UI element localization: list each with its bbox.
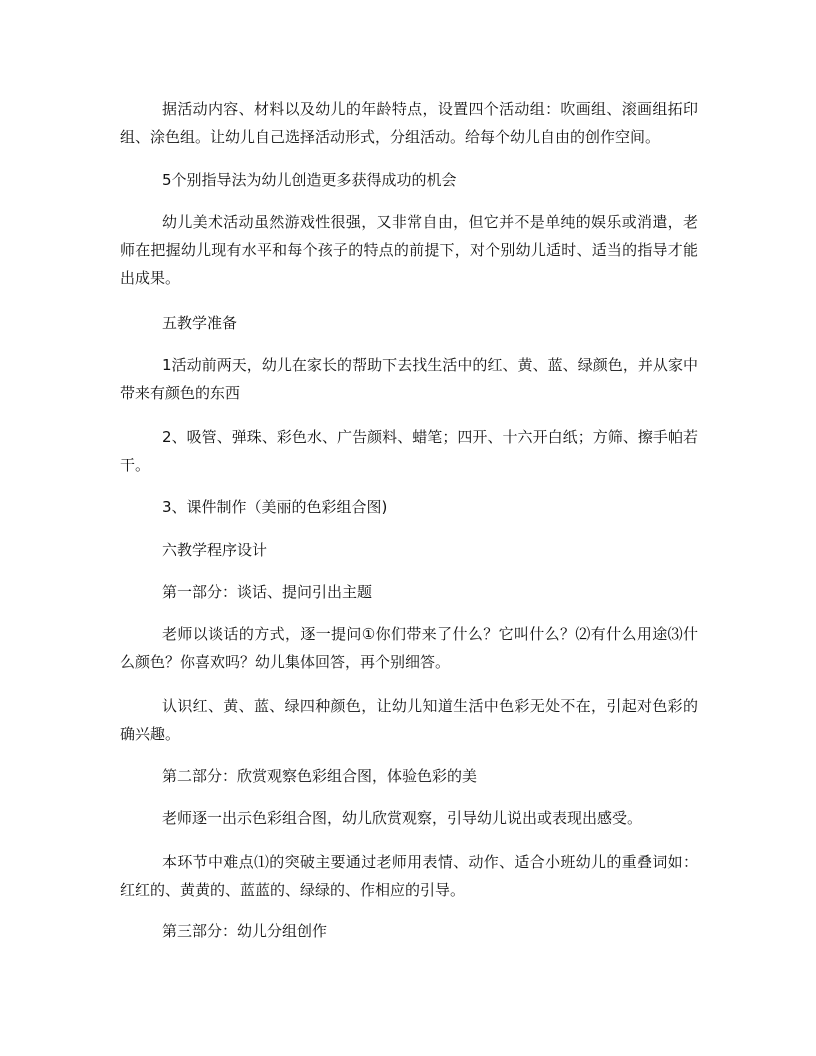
paragraph-teacher-questions: 老师以谈话的方式，逐一提问①你们带来了什么？它叫什么？⑵有什么用途⑶什么颜色？你喜欢吗？幼儿集体回答，再个别细答。 [120, 625, 698, 671]
paragraph-recognize-colors: 认识红、黄、蓝、绿四种颜色，让幼儿知道生活中色彩无处不在，引起对色彩的确兴趣。 [120, 697, 698, 743]
paragraph-preparation-item-3: 3、课件制作（美丽的色彩组合图) [162, 498, 388, 516]
paragraph-individual-guidance-heading: 5个别指导法为幼儿创造更多获得成功的机会 [162, 171, 457, 189]
paragraph-show-color-charts: 老师逐一出示色彩组合图，幼儿欣赏观察，引导幼儿说出或表现出感受。 [162, 809, 643, 827]
paragraph-art-activity-guidance: 幼儿美术活动虽然游戏性很强，又非常自由，但它并不是单纯的娱乐或消遣，老师在把握幼儿现有水平和每个孩子的特点的前提下，对个别幼儿适时、适当的指导才能出成果。 [120, 213, 698, 287]
part-heading-2: 第二部分：欣赏观察色彩组合图，体验色彩的美 [162, 767, 478, 785]
part-heading-3: 第三部分：幼儿分组创作 [162, 922, 328, 940]
paragraph-activity-groups: 据活动内容、材料以及幼儿的年龄特点，设置四个活动组：吹画组、滚画组拓印组、涂色组。让幼儿自己选择活动形式，分组活动。给每个幼儿自由的创作空间。 [120, 100, 698, 146]
paragraph-preparation-item-1: 1活动前两天，幼儿在家长的帮助下去找生活中的红、黄、蓝、绿颜色，并从家中带来有颜色的东西 [120, 356, 698, 402]
part-heading-1: 第一部分：谈话、提问引出主题 [162, 583, 373, 601]
paragraph-preparation-item-2: 2、吸管、弹珠、彩色水、广告颜料、蜡笔；四开、十六开白纸；方筛、擦手帕若干。 [120, 428, 698, 474]
section-heading-teaching-procedure: 六教学程序设计 [162, 541, 268, 559]
paragraph-difficulty-breakthrough: 本环节中难点⑴的突破主要通过老师用表情、动作、适合小班幼儿的重叠词如：红红的、黄黄的、蓝蓝的、绿绿的、作相应的引导。 [120, 853, 698, 899]
section-heading-teaching-preparation: 五教学准备 [162, 314, 238, 332]
